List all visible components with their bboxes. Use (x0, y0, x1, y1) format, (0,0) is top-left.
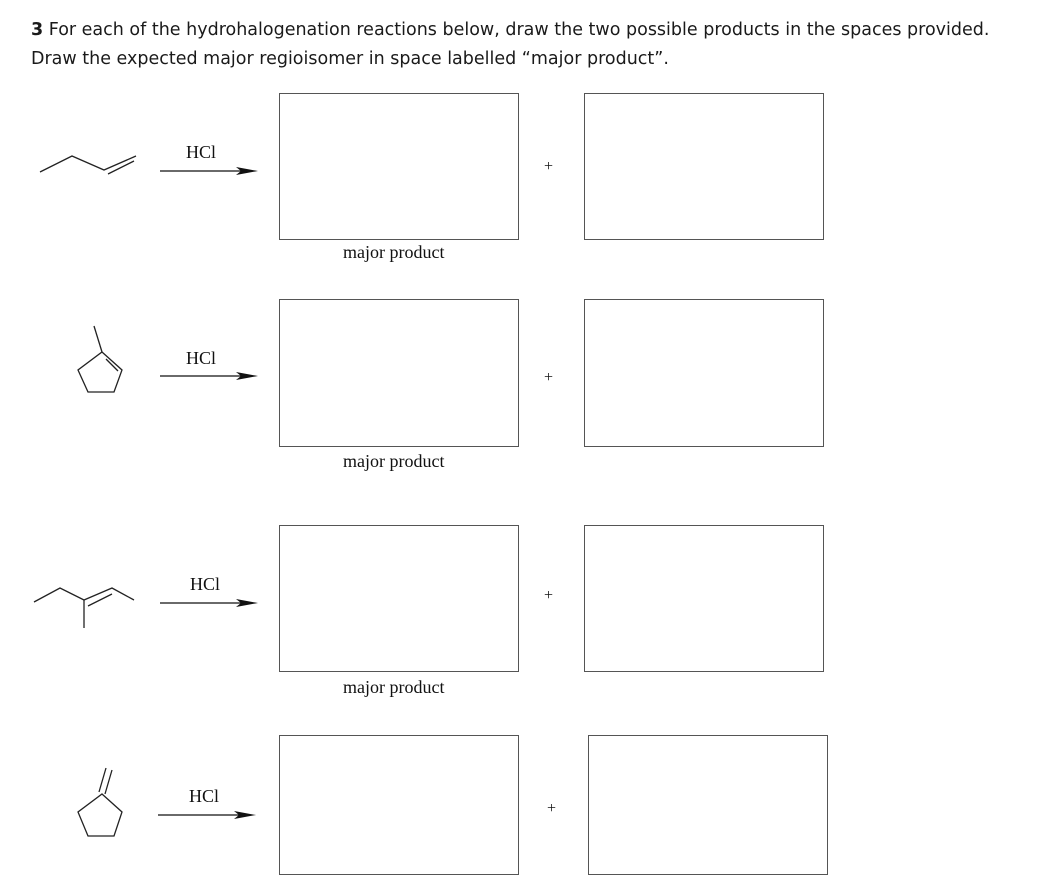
product-box-minor[interactable] (584, 299, 824, 447)
1-methylcyclopentene-icon (64, 320, 136, 400)
question-number: 3 (31, 20, 44, 40)
reaction-arrow-icon (158, 369, 260, 383)
product-box-minor[interactable] (588, 735, 828, 875)
reagent-label: HCl (190, 574, 221, 594)
plus-sign: + (544, 369, 554, 386)
reaction-arrow-icon (156, 808, 258, 822)
2-methyl-2-butene-icon (32, 580, 138, 632)
product-box-minor[interactable] (584, 93, 824, 240)
reagent-label: HCl (186, 348, 217, 368)
product-box-major[interactable] (279, 525, 519, 672)
reagent-label: HCl (186, 142, 217, 162)
1-butene-icon (36, 148, 146, 188)
major-product-label: major product (343, 242, 445, 262)
product-box-major[interactable] (279, 93, 519, 240)
question-body: For each of the hydrohalogenation reactions below, draw the two possible products in the spaces provided. Draw the expected major regioisomer in space labelled “major product”. (31, 20, 990, 69)
product-box-major[interactable] (279, 735, 519, 875)
reaction-arrow-icon (158, 164, 260, 178)
product-box-major[interactable] (279, 299, 519, 447)
major-product-label: major product (343, 677, 445, 697)
plus-sign: + (544, 158, 554, 175)
methylenecyclopentane-icon (64, 764, 136, 844)
product-box-minor[interactable] (584, 525, 824, 672)
plus-sign: + (547, 800, 557, 817)
reagent-label: HCl (189, 786, 220, 806)
major-product-label: major product (343, 451, 445, 471)
question-text (31, 16, 1031, 74)
plus-sign: + (544, 587, 554, 604)
reaction-arrow-icon (158, 596, 260, 610)
